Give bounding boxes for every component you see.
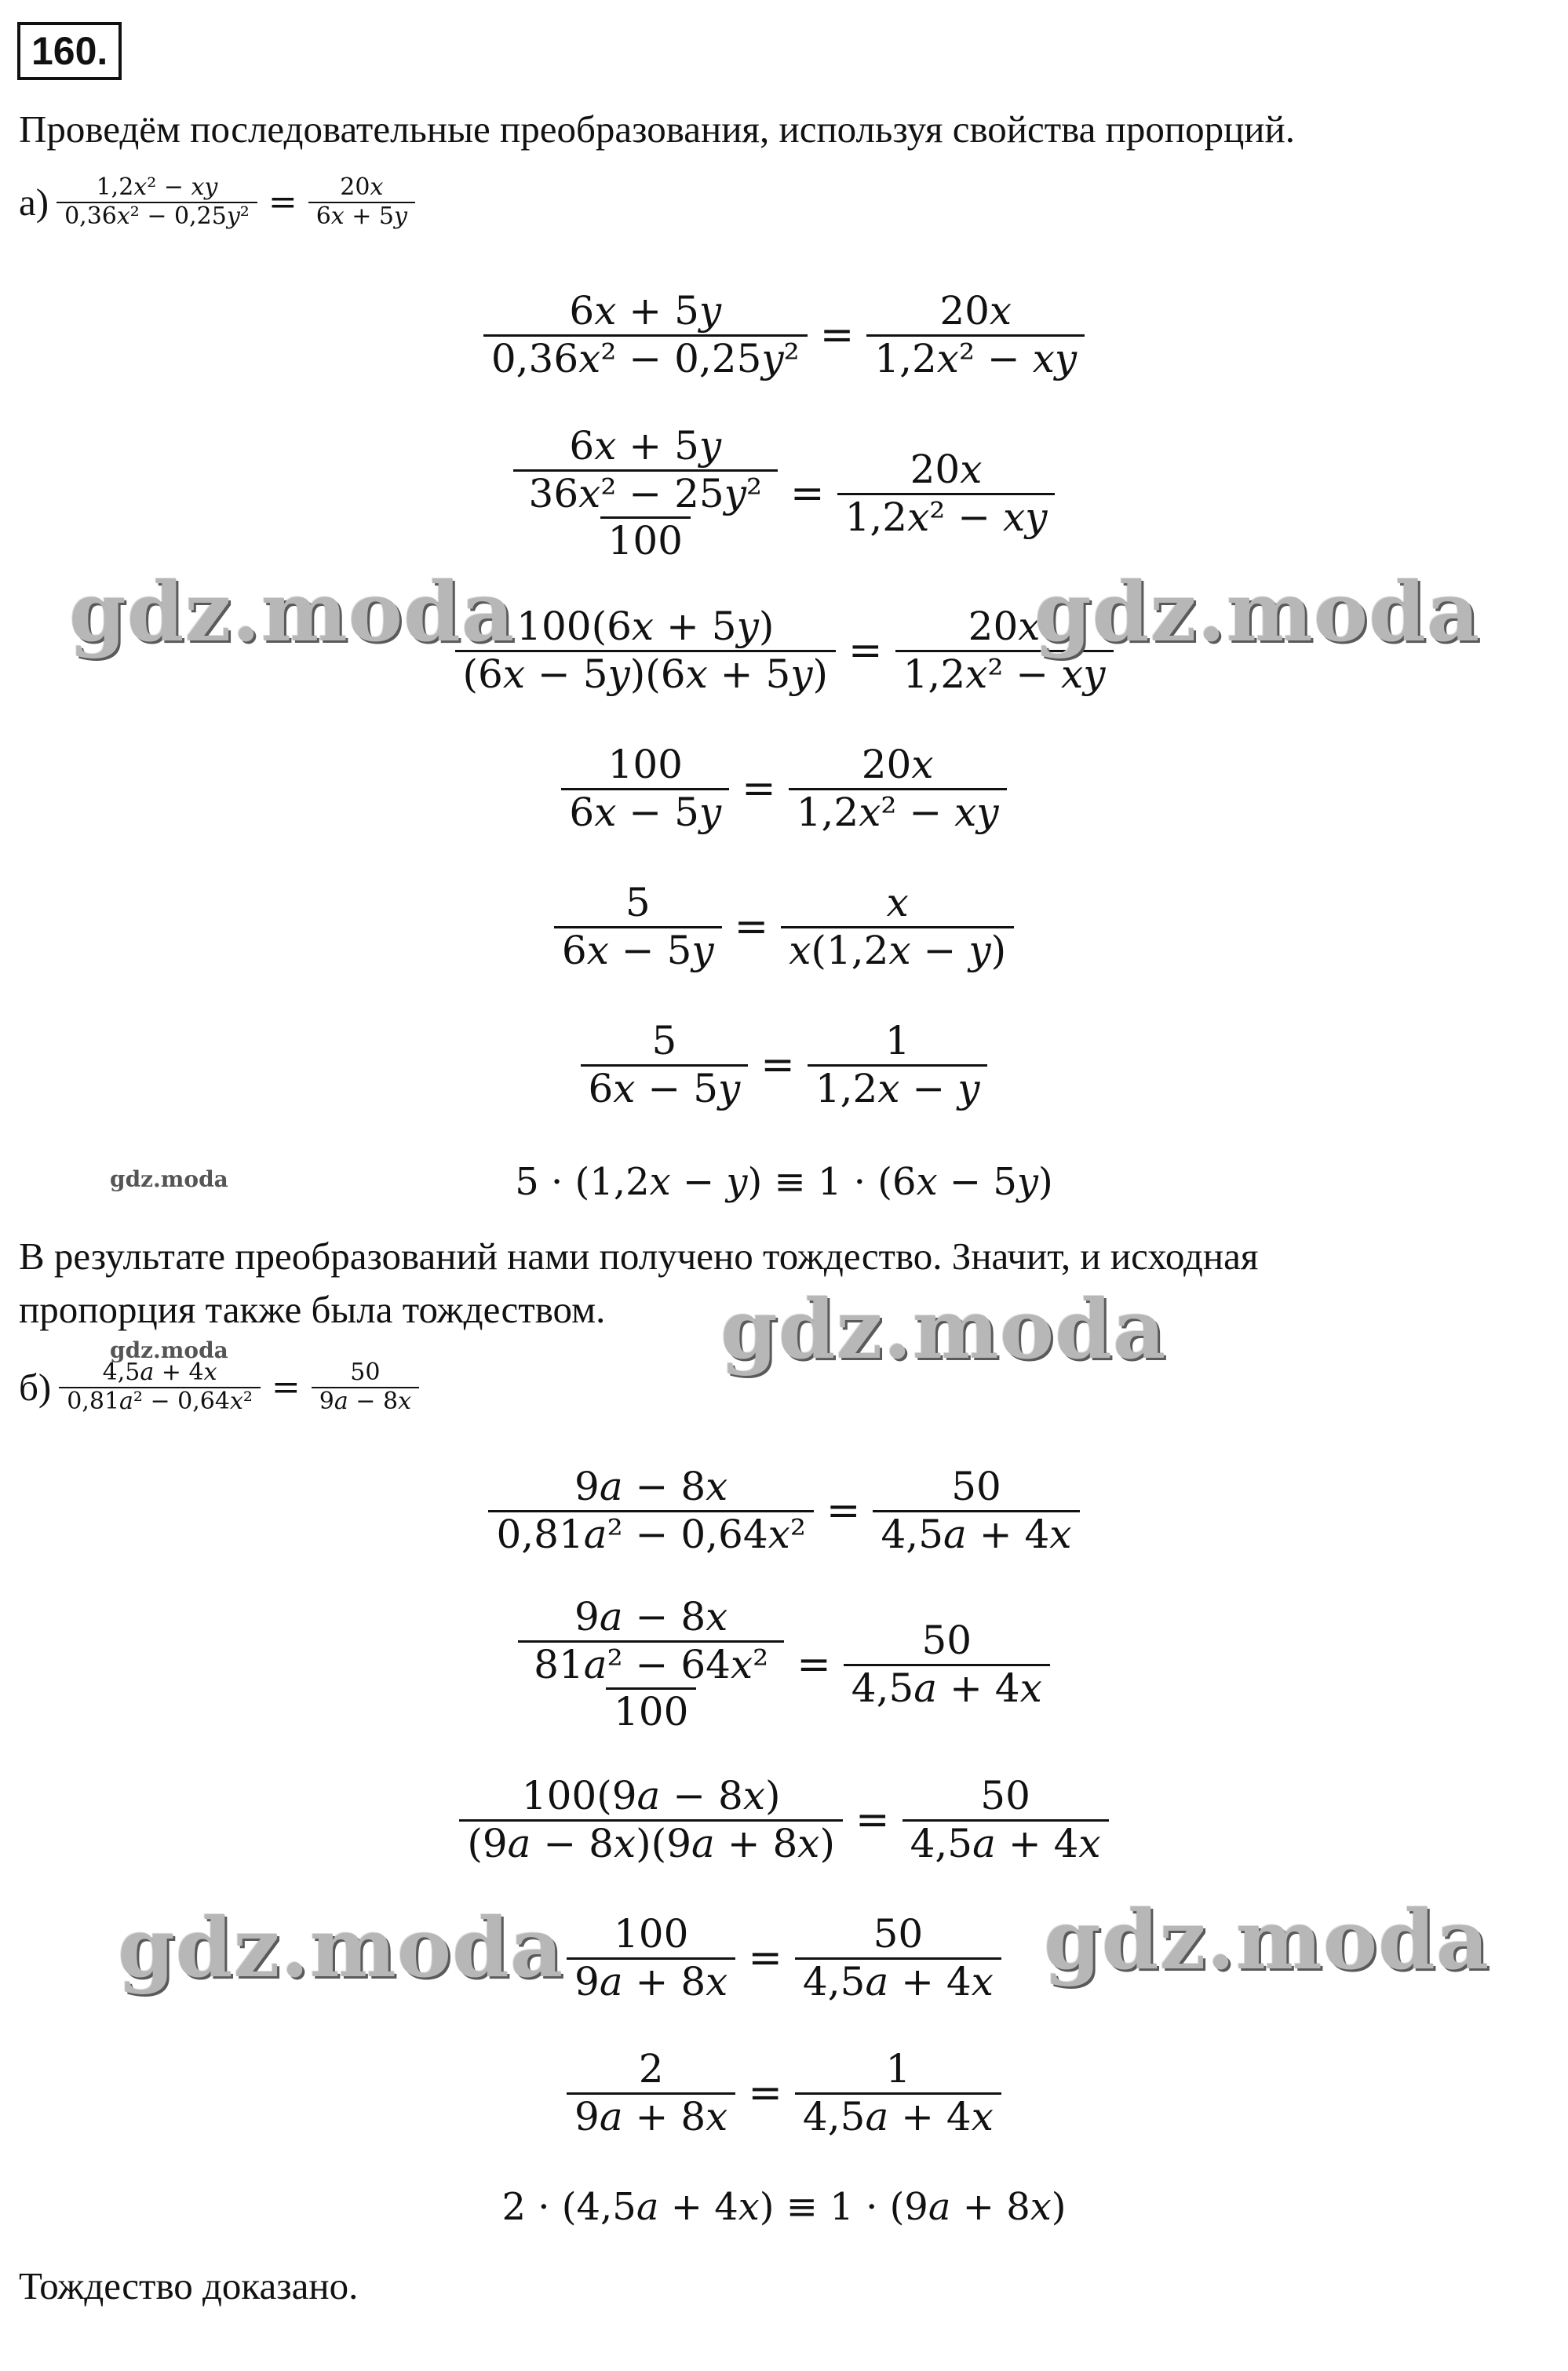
part-a-identity xyxy=(0,1160,1568,1204)
part-a-label: а) xyxy=(19,181,49,224)
left-fraction xyxy=(567,1912,735,2004)
watermark-small: gdz.moda xyxy=(110,1337,228,1363)
denominator: 0,81𝑎² − 0,64𝑥² xyxy=(59,1387,261,1416)
left-fraction xyxy=(561,742,729,835)
numerator: 20𝑥 xyxy=(910,447,983,493)
identity-expression: 5 · (1,2𝑥 − 𝑦) ≡ 1 · (6𝑥 − 5𝑦) xyxy=(515,1160,1053,1204)
equals-sign: = xyxy=(819,312,855,359)
inner-numerator: 36𝑥² − 25𝑦² xyxy=(528,470,762,516)
part-a-step-2 xyxy=(0,424,1568,564)
right-fraction xyxy=(795,1912,1001,2004)
right-fraction xyxy=(781,881,1014,973)
numerator: 1 xyxy=(885,2046,911,2092)
part-b-label: б) xyxy=(19,1366,52,1409)
numerator: 50 xyxy=(980,1773,1030,1818)
inner-numerator: 81𝑎² − 64𝑥² xyxy=(534,1641,769,1687)
right-fraction xyxy=(866,289,1085,381)
numerator: 20𝑥 xyxy=(861,742,934,787)
numerator: 100(9𝑎 − 8𝑥) xyxy=(521,1773,781,1818)
intro-text: Проведём последовательные преобразования, используя свойства пропорций. xyxy=(19,108,1295,151)
problem-number: 160. xyxy=(17,22,122,80)
inner-fraction xyxy=(521,472,770,564)
left-fraction xyxy=(567,2047,735,2139)
numerator: 100 xyxy=(613,1911,689,1957)
left-fraction xyxy=(513,424,778,564)
denominator: 0,36𝑥² − 0,25𝑦² xyxy=(57,202,257,231)
complex-denominator xyxy=(513,469,778,564)
numerator: 20𝑥 xyxy=(340,173,384,201)
numerator: 50 xyxy=(951,1464,1001,1509)
right-fraction xyxy=(808,1019,988,1111)
numerator: 6𝑥 + 5𝑦 xyxy=(569,288,722,334)
denominator: 9𝑎 + 8𝑥 xyxy=(567,1957,735,2005)
denominator: 9𝑎 − 8𝑥 xyxy=(312,1387,419,1416)
equals-sign: = xyxy=(855,1796,890,1844)
numerator: 2 xyxy=(638,2046,664,2092)
right-fraction xyxy=(873,1465,1079,1557)
equals-sign: = xyxy=(797,1641,831,1689)
right-fraction xyxy=(789,742,1007,835)
denominator: 0,36𝑥² − 0,25𝑦² xyxy=(483,334,808,382)
denominator: 6𝑥 − 5𝑦 xyxy=(581,1064,749,1112)
numerator: 100 xyxy=(607,742,683,787)
denominator: 1,2𝑥² − 𝑥𝑦 xyxy=(866,334,1085,382)
equals-sign: = xyxy=(742,765,776,812)
numerator: 50 xyxy=(873,1911,924,1957)
denominator: 4,5𝑎 + 4𝑥 xyxy=(795,1957,1001,2005)
denominator: (6𝑥 − 5𝑦)(6𝑥 + 5𝑦) xyxy=(455,650,837,698)
equals-sign: = xyxy=(748,2070,782,2117)
denominator: 4,5𝑎 + 4𝑥 xyxy=(873,1510,1079,1558)
equals-sign: = xyxy=(268,182,297,222)
denominator: 1,2𝑥² − 𝑥𝑦 xyxy=(837,493,1056,541)
part-a-step-5 xyxy=(0,881,1568,973)
watermark-logo: gdz.moda xyxy=(118,1899,564,1996)
denominator: 4,5𝑎 + 4𝑥 xyxy=(795,2092,1001,2140)
denominator: 9𝑎 + 8𝑥 xyxy=(567,2092,735,2140)
numerator: 1 xyxy=(884,1018,910,1063)
part-a-statement xyxy=(19,174,415,230)
right-fraction xyxy=(795,2047,1001,2139)
watermark-small: gdz.moda xyxy=(110,1166,228,1192)
part-a-right-fraction xyxy=(308,174,415,230)
left-fraction xyxy=(483,289,808,381)
part-a-step-6 xyxy=(0,1019,1568,1111)
numerator: 100(6𝑥 + 5𝑦) xyxy=(516,604,775,649)
denominator: 6𝑥 − 5𝑦 xyxy=(561,788,729,836)
numerator: 4,5𝑎 + 4𝑥 xyxy=(102,1359,217,1386)
denominator: 𝑥(1,2𝑥 − 𝑦) xyxy=(781,926,1014,974)
part-b-left-fraction xyxy=(59,1359,261,1415)
numerator: 9𝑎 − 8𝑥 xyxy=(574,1464,728,1509)
denominator: (9𝑎 − 8𝑥)(9𝑎 + 8𝑥) xyxy=(459,1819,843,1867)
numerator: 1,2𝑥² − 𝑥𝑦 xyxy=(96,173,218,201)
part-b-step-1 xyxy=(0,1465,1568,1557)
part-a-left-fraction xyxy=(57,174,257,230)
denominator: 1,2𝑥² − 𝑥𝑦 xyxy=(895,650,1114,698)
right-fraction xyxy=(903,1774,1109,1866)
part-b-step-5 xyxy=(0,2047,1568,2139)
part-b-statement xyxy=(19,1359,419,1415)
equals-sign: = xyxy=(848,627,883,674)
part-a-step-4 xyxy=(0,742,1568,835)
part-b-step-2 xyxy=(0,1595,1568,1735)
part-b-step-3 xyxy=(0,1774,1568,1866)
inner-denominator: 100 xyxy=(600,516,691,564)
identity-expression: 2 · (4,5𝑎 + 4𝑥) ≡ 1 · (9𝑎 + 8𝑥) xyxy=(501,2185,1067,2229)
right-fraction xyxy=(844,1618,1050,1711)
left-fraction xyxy=(518,1595,784,1735)
equals-sign: = xyxy=(734,903,769,950)
numerator: 5 xyxy=(651,1018,677,1063)
right-fraction xyxy=(837,447,1056,540)
part-b-identity xyxy=(0,2185,1568,2229)
numerator: 𝑥 xyxy=(886,880,909,925)
numerator: 50 xyxy=(350,1359,381,1386)
equals-sign: = xyxy=(826,1487,861,1534)
watermark-logo: gdz.moda xyxy=(720,1281,1167,1377)
watermark-logo: gdz.moda xyxy=(69,564,516,660)
denominator: 6𝑥 + 5𝑦 xyxy=(308,202,415,231)
numerator: 20𝑥 xyxy=(939,288,1012,334)
numerator: 9𝑎 − 8𝑥 xyxy=(574,1594,728,1640)
part-a-conclusion-line-1: В результате преобразований нами получено тождество. Значит, и исходная xyxy=(19,1235,1259,1278)
equals-sign: = xyxy=(790,470,825,518)
denominator: 4,5𝑎 + 4𝑥 xyxy=(903,1819,1109,1867)
numerator: 6𝑥 + 5𝑦 xyxy=(569,423,722,469)
part-b-conclusion: Тождество доказано. xyxy=(19,2264,359,2307)
complex-denominator xyxy=(518,1640,784,1735)
inner-denominator: 100 xyxy=(606,1687,696,1735)
left-fraction xyxy=(459,1774,843,1866)
equals-sign: = xyxy=(748,1935,782,1982)
equals-sign: = xyxy=(760,1041,795,1089)
watermark-logo: gdz.moda xyxy=(1034,564,1481,660)
left-fraction xyxy=(581,1019,749,1111)
part-b-right-fraction xyxy=(312,1359,419,1415)
denominator: 1,2𝑥 − 𝑦 xyxy=(808,1064,988,1112)
numerator: 20𝑥 xyxy=(968,604,1041,649)
part-a-conclusion-line-2: пропорция также была тождеством. xyxy=(19,1288,606,1331)
equals-sign: = xyxy=(271,1367,301,1407)
inner-fraction xyxy=(526,1643,776,1735)
numerator: 5 xyxy=(625,880,651,925)
numerator: 50 xyxy=(921,1618,972,1664)
watermark-logo: gdz.moda xyxy=(1044,1891,1490,1988)
denominator: 4,5𝑎 + 4𝑥 xyxy=(844,1664,1050,1712)
denominator: 0,81𝑎² − 0,64𝑥² xyxy=(488,1510,813,1558)
denominator: 1,2𝑥² − 𝑥𝑦 xyxy=(789,788,1007,836)
denominator: 6𝑥 − 5𝑦 xyxy=(554,926,722,974)
part-a-step-1 xyxy=(0,289,1568,381)
left-fraction xyxy=(554,881,722,973)
left-fraction xyxy=(488,1465,813,1557)
